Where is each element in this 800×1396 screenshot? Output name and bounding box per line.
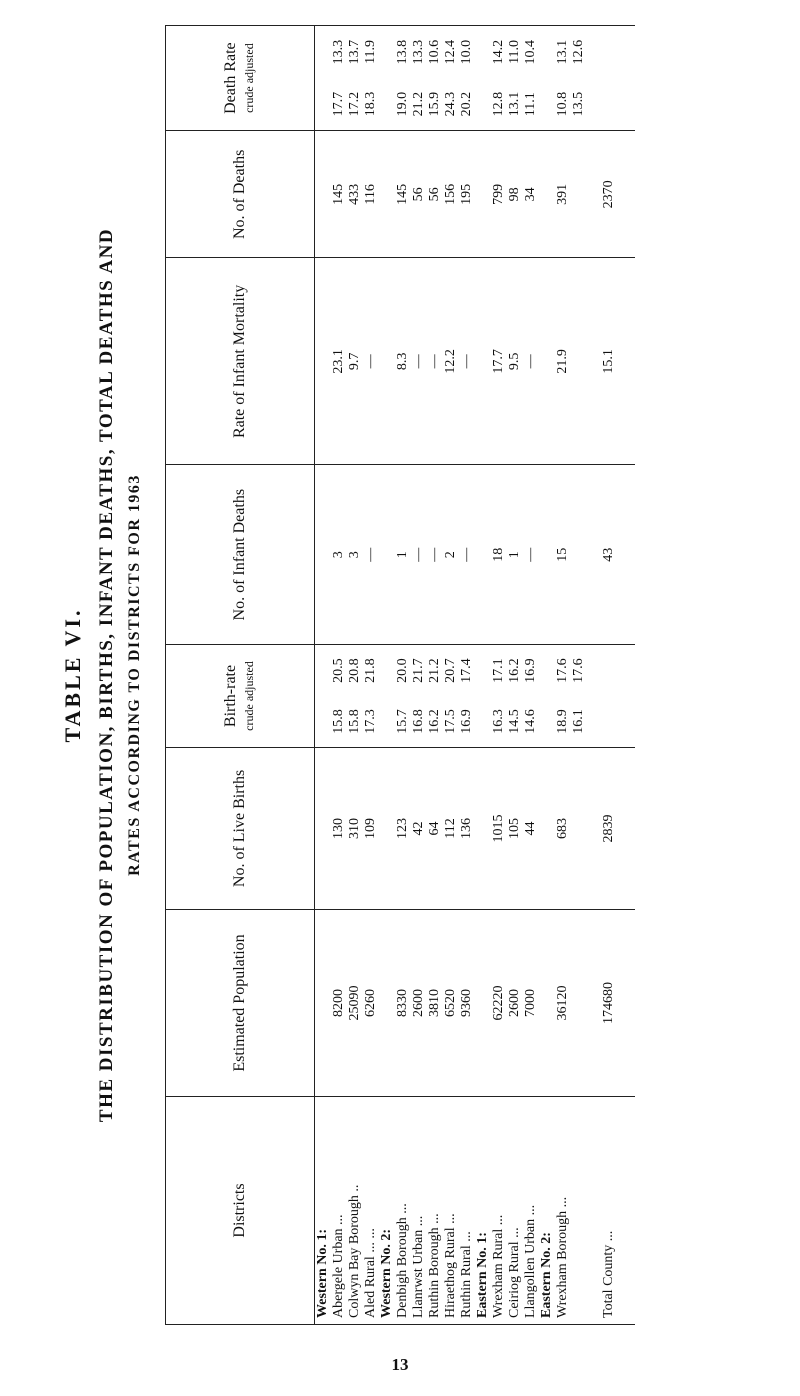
infant-mortality-cell: — xyxy=(411,258,427,465)
population-cell: 2600 xyxy=(411,910,427,1097)
empty-cell xyxy=(379,26,395,131)
death-rate-adjusted: 10.6 xyxy=(427,39,442,65)
birth-rate-adjusted: 20.7 xyxy=(443,658,458,683)
birth-rate-adjusted: 21.8 xyxy=(363,658,378,683)
birth-rate-crude: 17.5 xyxy=(443,709,458,734)
page-number: 13 xyxy=(391,1355,409,1374)
death-rate-crude: 24.3 xyxy=(443,91,458,117)
empty-cell xyxy=(379,258,395,465)
deaths-cell: 2370 xyxy=(571,131,635,258)
deaths-cell: 98 xyxy=(507,131,523,258)
table-row xyxy=(427,26,443,1325)
group-name: Western No. 2: xyxy=(379,1097,395,1325)
infant-deaths-cell: — xyxy=(427,465,443,645)
birth-rate-crude: 14.6 xyxy=(523,709,538,734)
death-rate-crude: 20.2 xyxy=(459,91,474,117)
table-row xyxy=(395,26,411,1325)
district-name: Wrexham Borough ... xyxy=(555,1097,571,1325)
population-cell: 174680 xyxy=(571,910,635,1097)
infant-deaths-cell: 3 xyxy=(331,465,347,645)
live-births-cell: 683 xyxy=(555,747,571,909)
infant-mortality-cell: 9.7 xyxy=(347,258,363,465)
death-rate-cell xyxy=(427,26,443,131)
birth-rate-adjusted: 17.6 xyxy=(571,658,586,683)
death-rate-cell xyxy=(395,26,411,131)
empty-cell xyxy=(379,645,395,748)
population-cell: 36120 xyxy=(555,910,571,1097)
live-births-cell: 44 xyxy=(523,747,539,909)
live-births-cell: 1015 xyxy=(491,747,507,909)
infant-mortality-cell: — xyxy=(363,258,379,465)
group-header-row xyxy=(315,26,332,1325)
empty-cell xyxy=(379,747,395,909)
district-name: Hiraethog Rural ... xyxy=(443,1097,459,1325)
death-rate-cell xyxy=(491,26,507,131)
birth-rate-cell xyxy=(363,645,379,748)
deaths-cell: 799 xyxy=(491,131,507,258)
population-cell: 2600 xyxy=(507,910,523,1097)
table-row xyxy=(443,26,459,1325)
group-header-row xyxy=(379,26,395,1325)
live-births-cell: 130 xyxy=(331,747,347,909)
empty-cell xyxy=(539,131,555,258)
infant-deaths-cell: — xyxy=(411,465,427,645)
birth-rate-cell xyxy=(523,645,539,748)
empty-cell xyxy=(539,910,555,1097)
infant-deaths-cell: 3 xyxy=(347,465,363,645)
death-rate-cell xyxy=(443,26,459,131)
birth-rate-cell xyxy=(507,645,523,748)
population-cell: 3810 xyxy=(427,910,443,1097)
death-rate-sub: crude adjusted xyxy=(242,43,256,113)
empty-cell xyxy=(539,645,555,748)
death-rate-crude: 13.1 xyxy=(507,91,522,117)
birth-rate-crude: 14.5 xyxy=(507,709,522,734)
birth-rate-adjusted: 20.5 xyxy=(331,658,346,683)
empty-cell xyxy=(475,747,491,909)
deaths-cell: 116 xyxy=(363,131,379,258)
birth-rate-crude: 16.1 xyxy=(571,709,586,734)
death-rate-crude: 19.0 xyxy=(395,91,410,117)
death-rate-cell xyxy=(555,26,571,131)
birth-rate-adjusted: 17.6 xyxy=(555,658,570,683)
live-births-cell: 136 xyxy=(459,747,475,909)
total-row xyxy=(571,26,635,1325)
table-row xyxy=(459,26,475,1325)
empty-cell xyxy=(379,465,395,645)
live-births-cell: 123 xyxy=(395,747,411,909)
empty-cell xyxy=(475,258,491,465)
population-cell: 8200 xyxy=(331,910,347,1097)
death-rate-cell xyxy=(331,26,347,131)
birth-rate-crude: 16.8 xyxy=(411,709,426,734)
empty-cell xyxy=(475,26,491,131)
empty-cell xyxy=(379,131,395,258)
death-rate-crude: 15.9 xyxy=(427,91,442,117)
table-row xyxy=(411,26,427,1325)
death-rate-adjusted: 13.1 xyxy=(555,39,570,65)
birth-rate-cell xyxy=(491,645,507,748)
infant-mortality-cell: 9.5 xyxy=(507,258,523,465)
death-rate-cell xyxy=(507,26,523,131)
district-name: Llanrwst Urban ... xyxy=(411,1097,427,1325)
death-rate-adjusted: 11.9 xyxy=(363,39,378,64)
empty-cell xyxy=(475,645,491,748)
death-rate-crude: 17.7 xyxy=(331,91,346,117)
infant-deaths-cell: 1 xyxy=(507,465,523,645)
table-body xyxy=(315,26,636,1325)
death-rate-crude: 13.5 xyxy=(571,91,586,117)
infant-mortality-cell: — xyxy=(427,258,443,465)
deaths-cell: 195 xyxy=(459,131,475,258)
col-live-births: No. of Live Births xyxy=(166,747,315,909)
table-number: TABLE VI. xyxy=(60,607,85,743)
deaths-cell: 34 xyxy=(523,131,539,258)
live-births-cell: 112 xyxy=(443,747,459,909)
table-subtitle: RATES ACCORDING TO DISTRICTS FOR 1963 xyxy=(126,474,143,876)
birth-rate-adjusted: 17.4 xyxy=(459,658,474,683)
empty-cell xyxy=(315,645,332,748)
birth-rate-adjusted: 20.8 xyxy=(347,658,362,683)
empty-cell xyxy=(315,910,332,1097)
death-rate-cell xyxy=(363,26,379,131)
infant-mortality-cell: 8.3 xyxy=(395,258,411,465)
col-districts: Districts xyxy=(166,1097,315,1325)
birth-rate-cell xyxy=(459,645,475,748)
empty-cell xyxy=(315,747,332,909)
birth-rate-cell xyxy=(555,645,571,748)
live-births-cell: 109 xyxy=(363,747,379,909)
death-rate-adjusted: 13.3 xyxy=(411,39,426,65)
district-name: Total County ... xyxy=(571,1097,635,1325)
infant-deaths-cell: 18 xyxy=(491,465,507,645)
table-row xyxy=(491,26,507,1325)
birth-rate-crude: 15.8 xyxy=(331,709,346,734)
live-births-cell: 105 xyxy=(507,747,523,909)
district-name: Ruthin Rural ... xyxy=(459,1097,475,1325)
death-rate-adjusted: 10.0 xyxy=(459,39,474,65)
district-name: Abergele Urban ... xyxy=(331,1097,347,1325)
district-name: Colwyn Bay Borough .. xyxy=(347,1097,363,1325)
empty-cell xyxy=(539,465,555,645)
district-name: Llangollen Urban ... xyxy=(523,1097,539,1325)
birth-rate-cell xyxy=(331,645,347,748)
birth-rate-adjusted: 21.2 xyxy=(427,658,442,683)
deaths-cell: 145 xyxy=(395,131,411,258)
population-cell: 9360 xyxy=(459,910,475,1097)
death-rate-cell xyxy=(347,26,363,131)
deaths-cell: 391 xyxy=(555,131,571,258)
death-rate-label: Death Rate xyxy=(222,42,239,114)
death-rate-cell xyxy=(459,26,475,131)
group-header-row xyxy=(475,26,491,1325)
group-name: Eastern No. 2: xyxy=(539,1097,555,1325)
death-rate-cell xyxy=(411,26,427,131)
col-deaths: No. of Deaths xyxy=(166,131,315,258)
deaths-cell: 56 xyxy=(427,131,443,258)
empty-cell xyxy=(539,26,555,131)
birth-rate-cell xyxy=(411,645,427,748)
table-row xyxy=(363,26,379,1325)
col-death-rate xyxy=(166,26,315,131)
birth-rate-adjusted: 17.1 xyxy=(491,658,506,683)
empty-cell xyxy=(379,910,395,1097)
death-rate-crude: 18.3 xyxy=(363,91,378,117)
deaths-cell: 156 xyxy=(443,131,459,258)
empty-cell xyxy=(315,26,332,131)
birth-rate-cell xyxy=(347,645,363,748)
deaths-cell: 145 xyxy=(331,131,347,258)
birth-rate-label: Birth-rate xyxy=(222,664,239,728)
infant-mortality-cell: 21.9 xyxy=(555,258,571,465)
population-cell: 6520 xyxy=(443,910,459,1097)
col-population: Estimated Population xyxy=(166,910,315,1097)
live-births-cell: 42 xyxy=(411,747,427,909)
col-infant-deaths: No. of Infant Deaths xyxy=(166,465,315,645)
district-name: Wrexham Rural ... xyxy=(491,1097,507,1325)
death-rate-cell xyxy=(571,26,635,131)
birth-rate-cell xyxy=(571,645,635,748)
birth-rate-adjusted: 16.9 xyxy=(523,658,538,683)
death-rate-crude: 12.8 xyxy=(491,91,506,117)
death-rate-cell xyxy=(523,26,539,131)
live-births-cell: 310 xyxy=(347,747,363,909)
death-rate-crude: 10.8 xyxy=(555,91,570,117)
birth-rate-crude: 15.8 xyxy=(347,709,362,734)
death-rate-adjusted: 13.7 xyxy=(347,39,362,65)
death-rate-adjusted: 12.6 xyxy=(571,39,586,65)
group-name: Western No. 1: xyxy=(315,1097,332,1325)
empty-cell xyxy=(539,747,555,909)
birth-rate-sub: crude adjusted xyxy=(242,661,256,731)
birth-rate-crude: 18.9 xyxy=(555,709,570,734)
death-rate-crude: 17.2 xyxy=(347,91,362,117)
population-cell: 8330 xyxy=(395,910,411,1097)
birth-rate-cell xyxy=(427,645,443,748)
district-name: Ruthin Borough ... xyxy=(427,1097,443,1325)
statistics-table xyxy=(165,25,635,1325)
death-rate-adjusted: 11.0 xyxy=(507,39,522,64)
empty-cell xyxy=(315,131,332,258)
empty-cell xyxy=(539,258,555,465)
empty-cell xyxy=(475,910,491,1097)
deaths-cell: 56 xyxy=(411,131,427,258)
birth-rate-crude: 17.3 xyxy=(363,709,378,734)
population-cell: 62220 xyxy=(491,910,507,1097)
header-row xyxy=(166,26,315,1325)
population-cell: 25090 xyxy=(347,910,363,1097)
empty-cell xyxy=(315,465,332,645)
empty-cell xyxy=(315,258,332,465)
death-rate-adjusted: 13.8 xyxy=(395,39,410,65)
death-rate-adjusted: 10.4 xyxy=(523,39,538,65)
birth-rate-adjusted: 16.2 xyxy=(507,658,522,683)
birth-rate-adjusted: 20.0 xyxy=(395,658,410,683)
infant-deaths-cell: — xyxy=(523,465,539,645)
birth-rate-adjusted: 21.7 xyxy=(411,658,426,683)
population-cell: 6260 xyxy=(363,910,379,1097)
infant-deaths-cell: 2 xyxy=(443,465,459,645)
death-rate-crude: 11.1 xyxy=(523,92,538,117)
birth-rate-cell xyxy=(443,645,459,748)
live-births-cell: 64 xyxy=(427,747,443,909)
table-row xyxy=(331,26,347,1325)
infant-mortality-cell: — xyxy=(523,258,539,465)
group-name: Eastern No. 1: xyxy=(475,1097,491,1325)
birth-rate-crude: 15.7 xyxy=(395,709,410,734)
district-name: Aled Rural ... ... xyxy=(363,1097,379,1325)
infant-mortality-cell: 12.2 xyxy=(443,258,459,465)
table-row xyxy=(347,26,363,1325)
birth-rate-cell xyxy=(395,645,411,748)
death-rate-adjusted: 12.4 xyxy=(443,39,458,65)
district-name: Denbigh Borough ... xyxy=(395,1097,411,1325)
title-block xyxy=(20,25,144,1325)
death-rate-adjusted: 13.3 xyxy=(331,39,346,65)
live-births-cell: 2839 xyxy=(571,747,635,909)
district-name: Ceiriog Rural ... xyxy=(507,1097,523,1325)
infant-mortality-cell: 17.7 xyxy=(491,258,507,465)
table-row xyxy=(507,26,523,1325)
rotated-page xyxy=(20,25,780,1325)
group-header-row xyxy=(539,26,555,1325)
col-infant-mortality: Rate of Infant Mortality xyxy=(166,258,315,465)
death-rate-crude: 21.2 xyxy=(411,91,426,117)
empty-cell xyxy=(475,131,491,258)
population-cell: 7000 xyxy=(523,910,539,1097)
empty-cell xyxy=(475,465,491,645)
infant-mortality-cell: 15.1 xyxy=(571,258,635,465)
infant-deaths-cell: 15 xyxy=(555,465,571,645)
table-row xyxy=(523,26,539,1325)
birth-rate-crude: 16.9 xyxy=(459,709,474,734)
birth-rate-crude: 16.2 xyxy=(427,709,442,734)
col-birth-rate xyxy=(166,645,315,748)
infant-deaths-cell: — xyxy=(363,465,379,645)
deaths-cell: 433 xyxy=(347,131,363,258)
death-rate-adjusted: 14.2 xyxy=(491,39,506,65)
birth-rate-crude: 16.3 xyxy=(491,709,506,734)
infant-deaths-cell: 1 xyxy=(395,465,411,645)
infant-deaths-cell: 43 xyxy=(571,465,635,645)
infant-deaths-cell: — xyxy=(459,465,475,645)
table-row xyxy=(555,26,571,1325)
infant-mortality-cell: — xyxy=(459,258,475,465)
table-title: THE DISTRIBUTION OF POPULATION, BIRTHS, INFANT DEATHS, TOTAL DEATHS AND xyxy=(96,227,117,1123)
infant-mortality-cell: 23.1 xyxy=(331,258,347,465)
